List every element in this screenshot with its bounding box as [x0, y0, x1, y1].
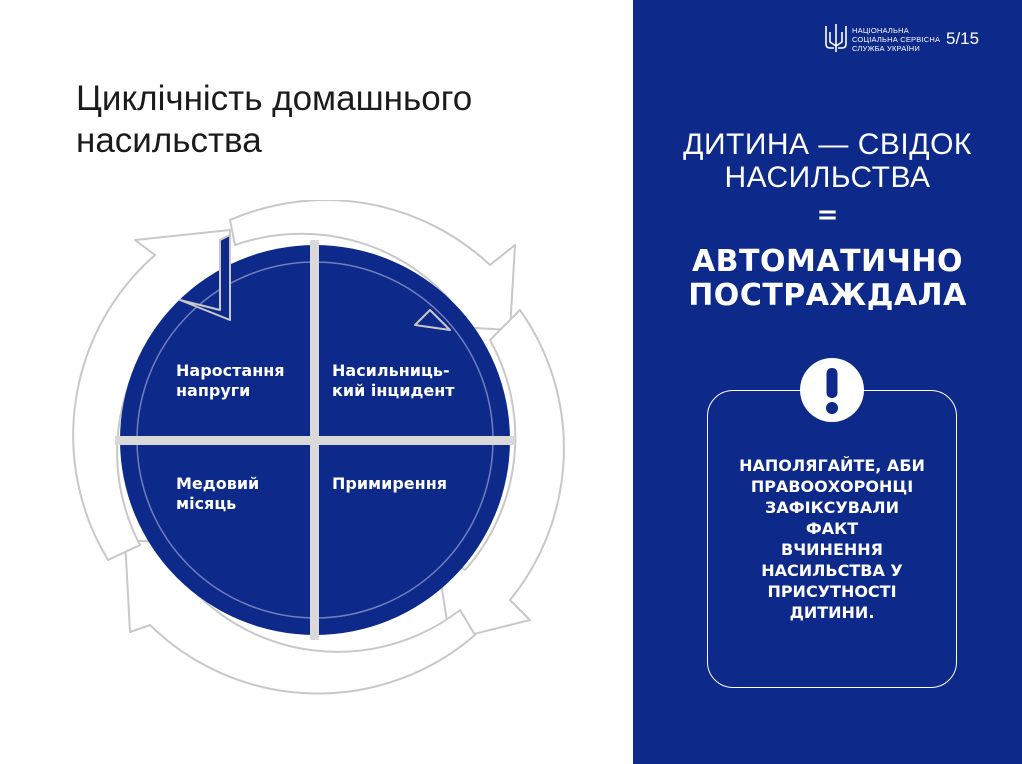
logo-line: СОЦІАЛЬНА СЕРВІСНА: [852, 35, 941, 44]
equals-sign: =: [816, 200, 839, 230]
cycle-diagram: [70, 200, 570, 700]
headline-line: НАСИЛЬСТВА: [724, 161, 931, 194]
notice-line: ПРИСУТНОСТІ: [767, 582, 897, 601]
page-number: 5/15: [946, 29, 980, 48]
exclamation-icon: [799, 357, 865, 423]
quadrant-line: місяць: [176, 494, 237, 513]
notice-text: [712, 455, 952, 623]
quadrant-label-reconciliation: [332, 474, 447, 494]
logo-line: СЛУЖБА УКРАЇНИ: [852, 44, 920, 53]
slide-title: [76, 78, 596, 162]
emphasis-line: АВТОМАТИЧНО: [691, 244, 964, 279]
quadrant-line: Наростання: [176, 361, 285, 380]
quadrant-label-incident: [332, 361, 455, 401]
logo-text: [852, 26, 947, 53]
quadrant-line: кий інцидент: [332, 381, 455, 400]
quadrant-line: Насильниць-: [332, 361, 450, 380]
slide-title-line: Циклічність домашнього: [76, 79, 473, 118]
notice-line: ВЧИНЕННЯ: [781, 540, 883, 559]
emphasis-text: [640, 245, 1015, 313]
notice-line: ПРАВООХОРОНЦІ: [750, 477, 914, 496]
notice-line: НАСИЛЬСТВА У: [761, 561, 903, 580]
notice-line: ФАКТ: [805, 519, 859, 538]
quadrant-label-honeymoon: [176, 474, 259, 514]
headline-line: ДИТИНА — СВІДОК: [683, 128, 972, 161]
quadrant-line: напруги: [176, 381, 251, 400]
headline: [640, 128, 1015, 194]
trident-icon: [824, 22, 848, 54]
notice-line: НАПОЛЯГАЙТЕ, АБИ: [739, 456, 925, 475]
quadrant-line: Примирення: [332, 474, 448, 493]
notice-line: ДИТИНИ.: [789, 603, 875, 622]
notice-line: ЗАФІКСУВАЛИ: [765, 498, 899, 517]
emphasis-line: ПОСТРАЖДАЛА: [688, 278, 967, 313]
quadrant-label-tension: [176, 361, 285, 401]
quadrant-line: Медовий: [176, 474, 260, 493]
slide-title-line: насильства: [76, 121, 262, 160]
logo-line: НАЦІОНАЛЬНА: [852, 26, 909, 35]
